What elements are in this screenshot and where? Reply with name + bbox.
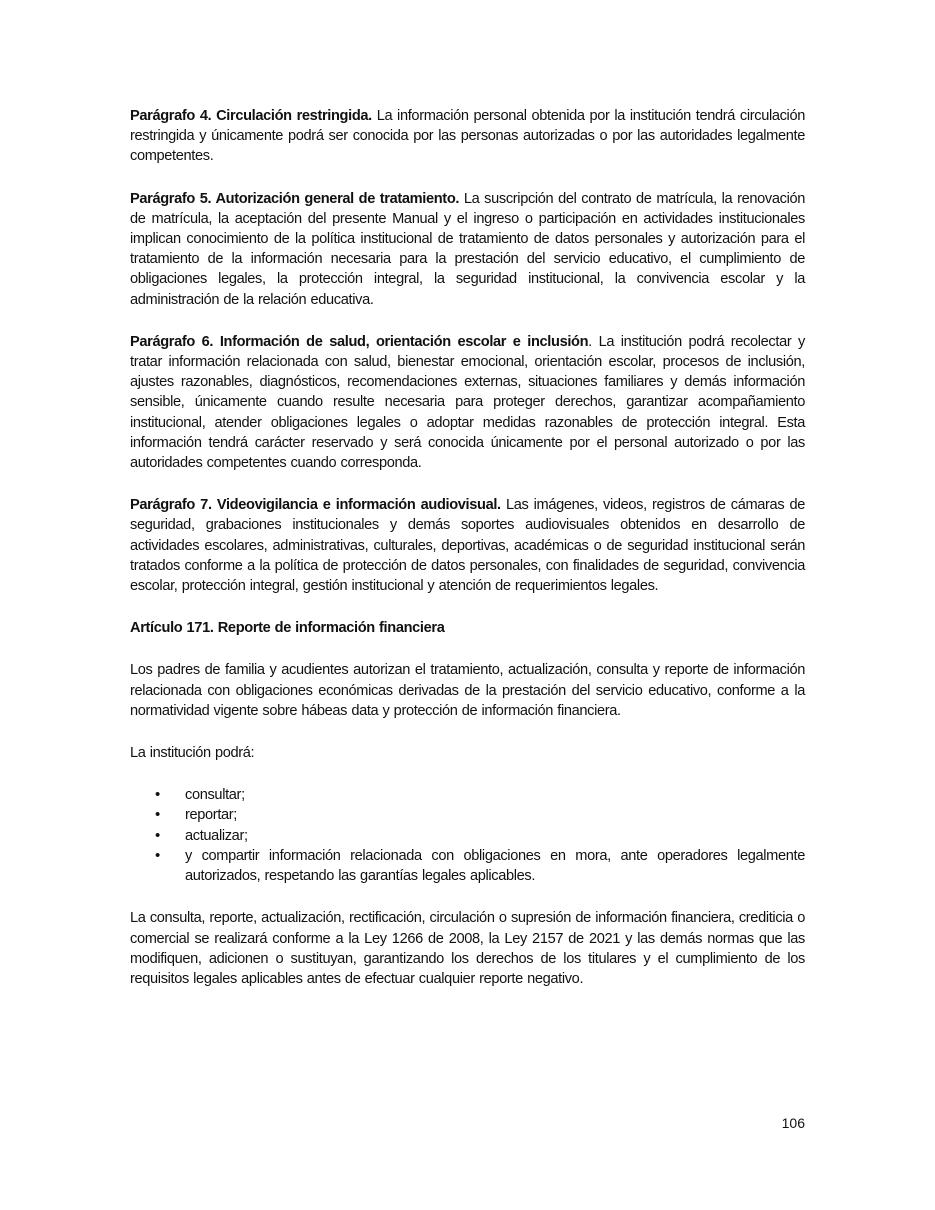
paragraph-5-title: Parágrafo 5. Autorización general de tratamiento.	[130, 190, 460, 207]
paragraph-6-title: Parágrafo 6. Información de salud, orientación escolar e inclusión	[130, 333, 589, 350]
paragraph-7-title: Parágrafo 7. Videovigilancia e información audiovisual.	[130, 497, 501, 514]
spacer	[130, 167, 805, 189]
spacer	[130, 638, 805, 660]
paragraph-4-title: Parágrafo 4. Circulación restringida.	[130, 108, 372, 124]
paragraph-5	[130, 189, 805, 310]
spacer	[130, 763, 805, 785]
article-heading: Artículo 171. Reporte de información financiera	[130, 620, 445, 637]
list-item: • reportar;	[130, 805, 805, 825]
bullet-list	[130, 785, 805, 886]
paragraph-5-text: La suscripción del contrato de matrícula, la renovación de matrícula, la aceptación del presente Manual y el ingreso o participación en actividades institucionales implican conocimiento de la política institucional de tratamiento de datos personales y autorización para el tratamiento de la información necesaria para la prestación del servicio educativo, el cumplimiento de obligaciones legales, la protección integral, la seguridad institucional, la convivencia escolar y la administración de la relación educativa.	[130, 190, 805, 308]
article-closing: La consulta, reporte, actualización, rectificación, circulación o supresión de información financiera, crediticia o comercial se realizará conforme a la Ley 1266 de 2008, la Ley 2157 de 2021 y las demás normas que las modifiquen, adicionen o sustituyan, garantizando los derechos de los titulares y el cumplimiento de los requisitos legales aplicables antes de efectuar cualquier reporte negativo.	[130, 910, 805, 987]
article-lead: La institución podrá:	[130, 745, 255, 762]
spacer	[130, 886, 805, 908]
spacer	[130, 721, 805, 743]
paragraph-4-text: La información personal obtenida por la institución tendrá circulación restringida y únicamente podrá ser conocida por las personas autorizadas o por las autoridades legalmente competentes.	[130, 108, 805, 165]
paragraph-4	[130, 106, 805, 167]
list-item: • y compartir información relacionada con obligaciones en mora, ante operadores legalmente autorizados, respetando las garantías legales aplicables.	[130, 846, 805, 886]
spacer	[130, 473, 805, 495]
spacer	[130, 310, 805, 332]
document-page	[130, 106, 805, 989]
page-number: 106	[781, 1115, 805, 1131]
article-intro: Los padres de familia y acudientes autorizan el tratamiento, actualización, consulta y reporte de información relacionada con obligaciones económicas derivadas de la prestación del servicio educativo, conforme a la normatividad vigente sobre hábeas data y protección de información financiera.	[130, 662, 805, 719]
paragraph-7	[130, 495, 805, 596]
list-item: • actualizar;	[130, 826, 805, 846]
spacer	[130, 596, 805, 618]
paragraph-6-text: . La institución podrá recolectar y tratar información relacionada con salud, bienestar emocional, orientación escolar, procesos de inclusión, ajustes razonables, diagnósticos, recomendaciones externas, situaciones familiares y demás información sensible, únicamente cuando resulte necesaria para proteger derechos, garantizar acompañamiento institucional, atender obligaciones legales o adoptar medidas razonables de protección integral. Esta información tendrá carácter reservado y será conocida únicamente por el personal autorizado o por las autoridades competentes cuando corresponda.	[130, 333, 805, 472]
list-item: • consultar;	[130, 785, 805, 805]
paragraph-7-text: Las imágenes, videos, registros de cámaras de seguridad, grabaciones institucionales y demás soportes audiovisuales obtenidos en desarrollo de actividades escolares, administrativas, culturales, deportivas, académicas o de seguridad institucional serán tratados conforme a la política de protección de datos personales, con finalidades de seguridad, convivencia escolar, protección integral, gestión institucional y atención de requerimientos legales.	[130, 497, 805, 595]
paragraph-6	[130, 332, 805, 473]
